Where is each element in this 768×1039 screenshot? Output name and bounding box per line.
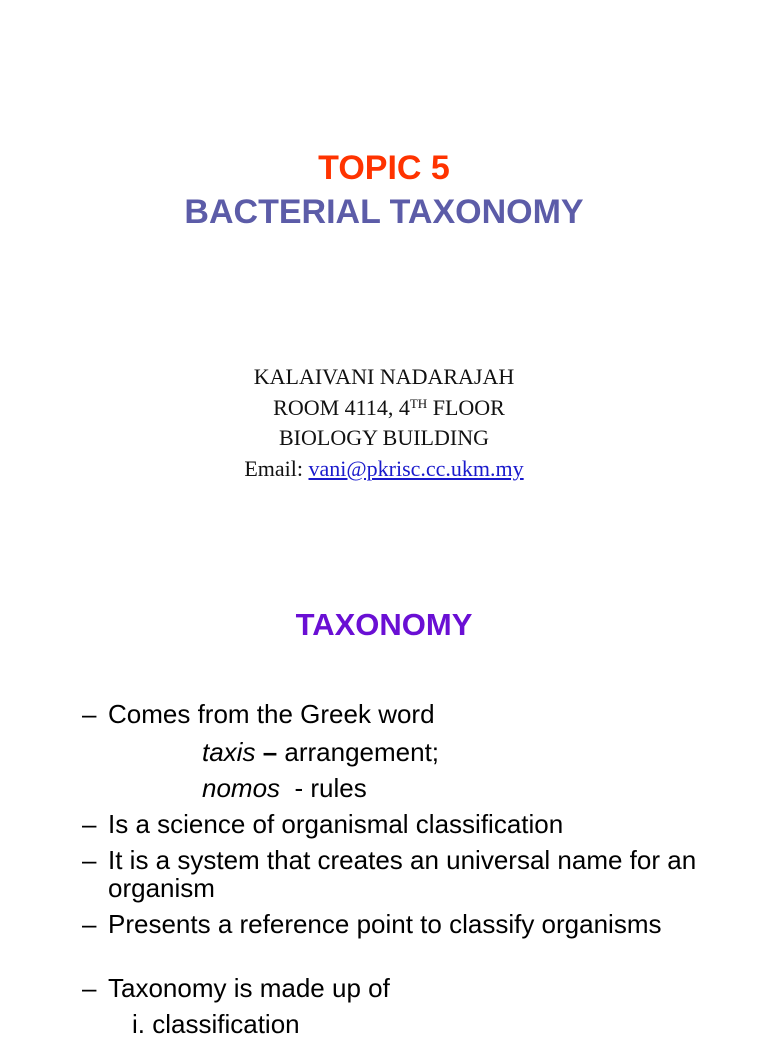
sub-item-taxis: [202, 738, 439, 766]
term-taxis: taxis: [202, 737, 256, 767]
bullet-item: [82, 846, 762, 902]
author-name: KALAIVANI NADARAJAH: [253, 364, 515, 389]
bullet-item: [82, 974, 762, 1002]
page-subtitle: BACTERIAL TAXONOMY: [184, 193, 584, 231]
room-suffix: FLOOR: [427, 394, 505, 420]
author-email-line: [0, 454, 768, 485]
taxis-definition: arrangement;: [284, 737, 440, 767]
bullet-dash: –: [82, 909, 97, 939]
bullet-text: Taxonomy is made up of: [108, 973, 390, 1003]
bullet-dash: –: [82, 809, 97, 839]
email-link[interactable]: vani@pkrisc.cc.ukm.my: [308, 455, 524, 481]
bullet-text: It is a system that creates an universal name for an organism: [108, 845, 697, 903]
bullet-text: Presents a reference point to classify organisms: [108, 909, 662, 939]
term-nomos: nomos: [202, 773, 281, 803]
bullet-dash: –: [82, 845, 97, 875]
bullet-text: Comes from the Greek word: [108, 699, 435, 729]
sub-item-nomos: [202, 774, 367, 802]
email-label: Email:: [244, 455, 309, 481]
bullet-item: [82, 700, 762, 728]
room-floor-ordinal: TH: [409, 395, 428, 411]
sub-item-classification: i. classification: [132, 1009, 300, 1039]
author-building: BIOLOGY BUILDING: [279, 425, 489, 450]
bullet-item: [82, 910, 762, 938]
topic-title: TOPIC 5: [318, 149, 450, 187]
room-prefix: ROOM 4114, 4: [273, 394, 410, 420]
term-dash: –: [255, 737, 285, 767]
author-block: [0, 362, 768, 484]
section-title: TAXONOMY: [295, 607, 473, 642]
bullet-item: [82, 810, 762, 838]
bullet-dash: –: [82, 699, 97, 729]
nomos-definition: - rules: [280, 773, 367, 803]
bullet-text: Is a science of organismal classification: [108, 809, 564, 839]
bullet-dash: –: [82, 973, 97, 1003]
author-room: [0, 393, 768, 424]
